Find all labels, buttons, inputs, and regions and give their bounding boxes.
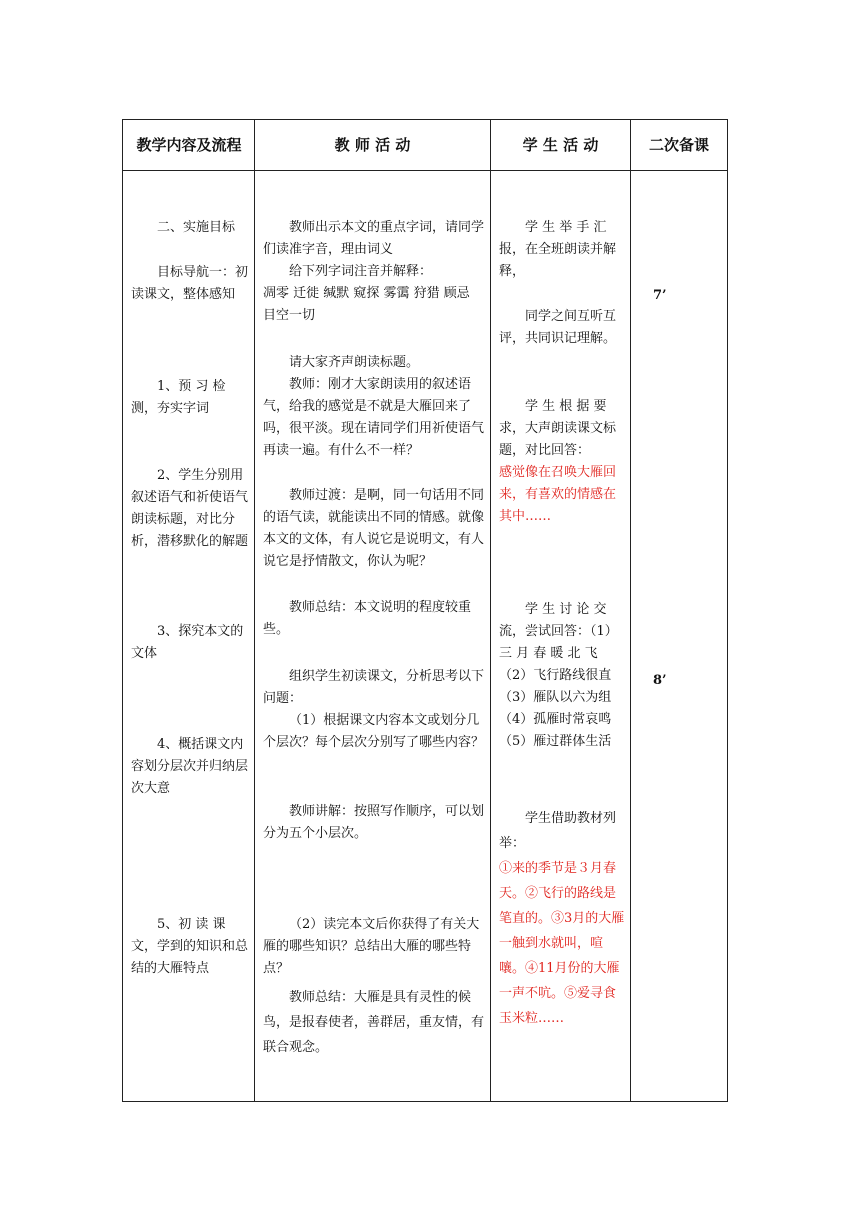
step-1: 1、预 习 检 测，夯实字词 bbox=[131, 379, 226, 416]
header-teacher-activity: 教 师 活 动 bbox=[334, 135, 411, 154]
implement-goal: 二、实施目标 bbox=[157, 220, 236, 235]
time-1: 7’ bbox=[653, 288, 667, 303]
step-2: 2、学生分别用叙述语气和祈使语气朗读标题，对比分析，潜移默化的解题 bbox=[131, 468, 249, 549]
header-content-flow: 教学内容及流程 bbox=[136, 135, 242, 154]
teacher-text-2: 给下列字词注音并解释： bbox=[289, 264, 433, 279]
student-text-4: 学 生 讨 论 交 流，尝试回答：（1）三 月 春 暖 北 飞 （2）飞行路线很直 （3）雁队以六为组（4）孤雁时常哀鸣 （5）雁过群体生活 bbox=[499, 602, 625, 749]
teacher-text-6: 教师过渡：是啊，同一句话用不同的语气读，就能读出不同的情感。就像本文的文体，有人说它是说明文，有人说它是抒情散文，你认为呢？ bbox=[263, 488, 485, 569]
teacher-text-1: 教师出示本文的重点字词，请同学们读准字音，理由词义 bbox=[263, 220, 485, 257]
lesson-plan-table bbox=[122, 119, 728, 1102]
step-5: 5、初 读 课 文，学到的知识和总结的大雁特点 bbox=[131, 917, 249, 976]
student-answer-red-2: ①来的季节是３月春天。②飞行的路线是笔直的。③3月的大雁一触到水就叫，喧嚷。④11月份的大雁一声不吭。⑤爱寻食玉米粒…… bbox=[499, 861, 625, 1026]
vocab-list: 凋零 迁徙 缄默 窥探 雾霭 狩猎 顾忌 目空一切 bbox=[263, 286, 470, 323]
header-divider bbox=[123, 170, 727, 171]
question-1: （1）根据课文内容本文或划分几个层次？每个层次分别写了哪些内容？ bbox=[263, 713, 485, 750]
teacher-text-10: 教师讲解：按照写作顺序，可以划分为五个小层次。 bbox=[263, 804, 485, 841]
header-second-prep: 二次备课 bbox=[648, 135, 709, 154]
teacher-text-8: 组织学生初读课文，分析思考以下问题： bbox=[263, 669, 485, 706]
time-2: 8’ bbox=[653, 673, 667, 688]
goal-nav-one: 目标导航一：初读课文，整体感知 bbox=[131, 265, 249, 302]
header-student-activity: 学 生 活 动 bbox=[522, 135, 599, 154]
teacher-text-5: 教师：刚才大家朗读用的叙述语气，给我的感觉是不就是大雁回来了吗，很平淡。现在请同学们用祈使语气再读一遍。有什么不一样？ bbox=[263, 377, 485, 458]
student-answer-red-1: 感觉像在召唤大雁回来，有喜欢的情感在其中…… bbox=[499, 465, 617, 524]
step-4: 4、概括课文内容划分层次并归纳层次大意 bbox=[131, 737, 249, 796]
student-text-2: 同学之间互听互评，共同识记理解。 bbox=[499, 309, 617, 346]
step-3: 3、探究本文的文体 bbox=[131, 624, 244, 661]
question-2: （2）读完本文后你获得了有关大雁的哪些知识？总结出大雁的哪些特点？ bbox=[263, 917, 480, 976]
student-text-3: 学 生 根 据 要 求，大声朗读课文标题，对比回答： bbox=[499, 399, 617, 458]
student-text-5: 学生借助教材列举： bbox=[499, 811, 617, 851]
teacher-text-4: 请大家齐声朗读标题。 bbox=[289, 355, 420, 370]
col-divider bbox=[630, 120, 631, 1101]
teacher-text-7: 教师总结：本文说明的程度较重些。 bbox=[263, 600, 472, 637]
col-divider bbox=[490, 120, 491, 1101]
col-divider bbox=[254, 120, 255, 1101]
student-text-1: 学 生 举 手 汇 报，在全班朗读并解释， bbox=[499, 220, 617, 279]
teacher-summary: 教师总结：大雁是具有灵性的候鸟，是报春使者，善群居，重友情，有联合观念。 bbox=[263, 990, 485, 1055]
